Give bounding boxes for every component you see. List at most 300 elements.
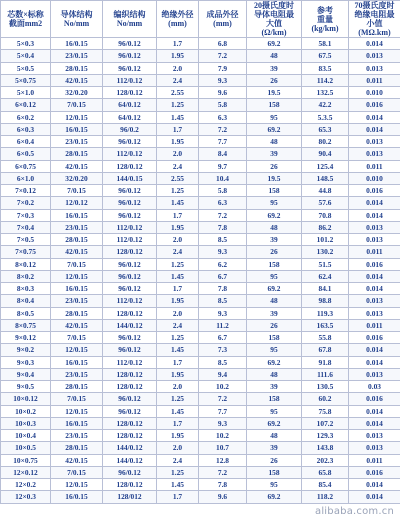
cell-reference-weight: 202.3: [302, 454, 349, 466]
table-header: [1, 1, 400, 38]
cell-insulation-resistance: 0.014: [349, 111, 400, 123]
cell-reference-weight: 62.4: [302, 270, 349, 282]
header-conductor-resistance: [247, 1, 302, 38]
header-line: 编织结构: [113, 10, 146, 19]
cell-reference-weight: 70.8: [302, 209, 349, 221]
cell-core-section: 6×0.12: [1, 99, 51, 111]
cell-reference-weight: 118.2: [302, 491, 349, 503]
cell-core-section: 5×0.5: [1, 62, 51, 74]
cell-finished-od: 11.2: [199, 319, 247, 331]
cell-insulation-od: 2.0: [157, 62, 199, 74]
cell-braid-structure: 128/0.12: [103, 246, 157, 258]
cell-finished-od: 10.7: [199, 442, 247, 454]
cell-reference-weight: 90.4: [302, 148, 349, 160]
cell-core-section: 12×0.12: [1, 466, 51, 478]
cell-insulation-resistance: 0.011: [349, 319, 400, 331]
cell-finished-od: 6.3: [199, 111, 247, 123]
cell-conductor-resistance: 48: [247, 295, 302, 307]
cell-braid-structure: 112/0.12: [103, 74, 157, 86]
table-row: [1, 417, 400, 429]
table-row: [1, 172, 400, 184]
cell-finished-od: 7.8: [199, 283, 247, 295]
cell-braid-structure: 96/0.12: [103, 258, 157, 270]
header-line: 绝缘电阻最: [354, 10, 395, 19]
cell-insulation-resistance: 0.014: [349, 356, 400, 368]
table-row: [1, 307, 400, 319]
cell-insulation-od: 1.7: [157, 209, 199, 221]
header-line: 参考: [317, 5, 333, 15]
cell-finished-od: 9.3: [199, 74, 247, 86]
cell-insulation-od: 1.7: [157, 123, 199, 135]
cell-insulation-resistance: 0.014: [349, 344, 400, 356]
cell-conductor-structure: 32/0.20: [51, 87, 103, 99]
cell-core-section: 12×0.2: [1, 479, 51, 491]
cell-finished-od: 7.2: [199, 466, 247, 478]
cell-conductor-resistance: 19.5: [247, 87, 302, 99]
table-row: [1, 258, 400, 270]
cell-conductor-resistance: 69.2: [247, 417, 302, 429]
cell-finished-od: 6.3: [199, 197, 247, 209]
cell-insulation-od: 1.7: [157, 356, 199, 368]
cell-reference-weight: 42.2: [302, 99, 349, 111]
header-braid-structure: [103, 1, 157, 38]
cell-insulation-resistance: 0.011: [349, 454, 400, 466]
cell-core-section: 10×0.12: [1, 393, 51, 405]
table-row: [1, 295, 400, 307]
cell-insulation-od: 2.0: [157, 442, 199, 454]
watermark-text: alibaba.com.cn: [315, 506, 394, 517]
cell-conductor-structure: 12/0.15: [51, 344, 103, 356]
cell-reference-weight: 65.8: [302, 466, 349, 478]
cell-braid-structure: 96/0.12: [103, 466, 157, 478]
cell-core-section: 8×0.4: [1, 295, 51, 307]
cell-core-section: 9×0.2: [1, 344, 51, 356]
cell-finished-od: 9.3: [199, 417, 247, 429]
table-row: [1, 50, 400, 62]
cell-finished-od: 6.8: [199, 38, 247, 50]
cell-finished-od: 8.5: [199, 295, 247, 307]
cell-conductor-resistance: 26: [247, 319, 302, 331]
cell-insulation-od: 2.0: [157, 234, 199, 246]
cell-conductor-structure: 12/0.15: [51, 270, 103, 282]
cell-insulation-resistance: 0.016: [349, 393, 400, 405]
cell-conductor-resistance: 39: [247, 234, 302, 246]
cell-finished-od: 7.2: [199, 123, 247, 135]
cell-core-section: 8×0.5: [1, 307, 51, 319]
header-line: No/mm: [116, 19, 143, 28]
cell-finished-od: 5.8: [199, 185, 247, 197]
table-row: [1, 185, 400, 197]
cell-core-section: 5×0.75: [1, 74, 51, 86]
cell-braid-structure: 96/0.12: [103, 209, 157, 221]
cell-conductor-structure: 28/0.15: [51, 62, 103, 74]
cell-finished-od: 9.6: [199, 491, 247, 503]
header-line: (MΩ.km): [358, 28, 391, 37]
cell-conductor-structure: 16/0.15: [51, 123, 103, 135]
cell-insulation-resistance: 0.013: [349, 62, 400, 74]
cell-core-section: 6×0.4: [1, 136, 51, 148]
cell-braid-structure: 112/0.12: [103, 148, 157, 160]
cell-braid-structure: 128/0.12: [103, 87, 157, 99]
cell-finished-od: 7.3: [199, 344, 247, 356]
cell-finished-od: 10.2: [199, 430, 247, 442]
cell-braid-structure: 112/0.12: [103, 221, 157, 233]
cell-reference-weight: 67.8: [302, 344, 349, 356]
cell-conductor-structure: 32/0.20: [51, 172, 103, 184]
cell-conductor-structure: 23/0.15: [51, 50, 103, 62]
table-row: [1, 234, 400, 246]
cell-reference-weight: 5.3.5: [302, 111, 349, 123]
cell-core-section: 9×0.12: [1, 332, 51, 344]
cell-conductor-resistance: 69.2: [247, 283, 302, 295]
cell-insulation-resistance: 0.011: [349, 74, 400, 86]
cell-insulation-od: 2.4: [157, 319, 199, 331]
cell-conductor-structure: 16/0.15: [51, 283, 103, 295]
cell-reference-weight: 114.2: [302, 74, 349, 86]
cell-finished-od: 7.8: [199, 479, 247, 491]
cell-insulation-od: 1.45: [157, 111, 199, 123]
cell-reference-weight: 143.8: [302, 442, 349, 454]
cell-reference-weight: 57.6: [302, 197, 349, 209]
header-row: [1, 1, 400, 38]
header-insulation-od: [157, 1, 199, 38]
cell-core-section: 5×0.4: [1, 50, 51, 62]
cell-core-section: 7×0.3: [1, 209, 51, 221]
cell-insulation-od: 2.4: [157, 246, 199, 258]
cell-conductor-resistance: 95: [247, 111, 302, 123]
cell-insulation-resistance: 0.013: [349, 148, 400, 160]
table-row: [1, 442, 400, 454]
table-row: [1, 368, 400, 380]
cell-reference-weight: 163.5: [302, 319, 349, 331]
cell-insulation-resistance: 0.010: [349, 87, 400, 99]
header-line: 截面mm2: [8, 19, 43, 28]
cell-insulation-resistance: 0.016: [349, 99, 400, 111]
header-reference-weight: [302, 1, 349, 38]
cell-braid-structure: 128/0.12: [103, 307, 157, 319]
table-row: [1, 87, 400, 99]
cell-insulation-od: 1.45: [157, 405, 199, 417]
cell-insulation-od: 2.4: [157, 160, 199, 172]
cell-finished-od: 10.4: [199, 172, 247, 184]
cell-braid-structure: 96/0.12: [103, 270, 157, 282]
cell-conductor-resistance: 95: [247, 479, 302, 491]
cell-conductor-structure: 7/0.15: [51, 258, 103, 270]
cell-core-section: 5×1.0: [1, 87, 51, 99]
cell-conductor-structure: 12/0.15: [51, 479, 103, 491]
cell-core-section: 8×0.3: [1, 283, 51, 295]
cell-finished-od: 7.7: [199, 136, 247, 148]
cell-reference-weight: 132.5: [302, 87, 349, 99]
cell-insulation-od: 1.95: [157, 430, 199, 442]
cell-core-section: 6×0.75: [1, 160, 51, 172]
cell-finished-od: 6.7: [199, 332, 247, 344]
cell-core-section: 6×1.0: [1, 172, 51, 184]
cell-reference-weight: 51.5: [302, 258, 349, 270]
cell-conductor-resistance: 26: [247, 454, 302, 466]
cell-insulation-od: 1.45: [157, 344, 199, 356]
cell-insulation-resistance: 0.010: [349, 172, 400, 184]
header-insulation-resistance: [349, 1, 400, 38]
cell-insulation-resistance: 0.014: [349, 38, 400, 50]
cell-reference-weight: 148.5: [302, 172, 349, 184]
table-row: [1, 246, 400, 258]
cell-insulation-resistance: 0.016: [349, 258, 400, 270]
cell-finished-od: 7.7: [199, 405, 247, 417]
cell-finished-od: 7.2: [199, 393, 247, 405]
cell-braid-structure: 112/0.12: [103, 295, 157, 307]
cell-insulation-od: 1.25: [157, 258, 199, 270]
cell-braid-structure: 144/0.12: [103, 454, 157, 466]
cell-braid-structure: 128/0.12: [103, 368, 157, 380]
table-row: [1, 209, 400, 221]
cell-core-section: 7×0.12: [1, 185, 51, 197]
cell-insulation-od: 1.25: [157, 185, 199, 197]
cell-reference-weight: 65.3: [302, 123, 349, 135]
cell-reference-weight: 86.2: [302, 221, 349, 233]
cell-conductor-resistance: 158: [247, 466, 302, 478]
cell-braid-structure: 96/0.12: [103, 50, 157, 62]
cell-core-section: 7×0.2: [1, 197, 51, 209]
cell-insulation-resistance: 0.013: [349, 234, 400, 246]
cell-reference-weight: 130.5: [302, 381, 349, 393]
cell-conductor-resistance: 39: [247, 62, 302, 74]
cell-braid-structure: 64/0.12: [103, 99, 157, 111]
cell-conductor-structure: 16/0.15: [51, 356, 103, 368]
cell-conductor-resistance: 26: [247, 160, 302, 172]
cell-finished-od: 8.4: [199, 148, 247, 160]
cell-insulation-resistance: 0.014: [349, 209, 400, 221]
table-row: [1, 283, 400, 295]
table-row: [1, 454, 400, 466]
cell-conductor-structure: 7/0.15: [51, 332, 103, 344]
table-row: [1, 319, 400, 331]
cell-insulation-resistance: 0.013: [349, 442, 400, 454]
cell-conductor-resistance: 69.2: [247, 356, 302, 368]
cell-reference-weight: 111.6: [302, 368, 349, 380]
cell-conductor-resistance: 26: [247, 74, 302, 86]
table-row: [1, 136, 400, 148]
cell-finished-od: 8.5: [199, 234, 247, 246]
cell-finished-od: 9.4: [199, 368, 247, 380]
table-body: [1, 38, 400, 504]
cell-insulation-od: 1.25: [157, 393, 199, 405]
table-row: [1, 197, 400, 209]
cell-insulation-resistance: 0.013: [349, 430, 400, 442]
cell-reference-weight: 119.3: [302, 307, 349, 319]
cell-core-section: 10×0.75: [1, 454, 51, 466]
cell-insulation-od: 2.4: [157, 454, 199, 466]
cell-core-section: 6×0.3: [1, 123, 51, 135]
cell-conductor-structure: 7/0.15: [51, 393, 103, 405]
table-row: [1, 221, 400, 233]
cell-reference-weight: 107.2: [302, 417, 349, 429]
cell-core-section: 10×0.5: [1, 442, 51, 454]
cell-reference-weight: 83.5: [302, 62, 349, 74]
cell-core-section: 10×0.4: [1, 430, 51, 442]
cell-insulation-od: 1.25: [157, 332, 199, 344]
cell-finished-od: 7.2: [199, 50, 247, 62]
cell-braid-structure: 96/0.12: [103, 185, 157, 197]
cell-insulation-od: 2.0: [157, 381, 199, 393]
cell-conductor-resistance: 48: [247, 368, 302, 380]
cell-insulation-resistance: 0.016: [349, 466, 400, 478]
table-row: [1, 430, 400, 442]
cell-insulation-od: 1.7: [157, 283, 199, 295]
table-row: [1, 344, 400, 356]
table-row: [1, 381, 400, 393]
cell-conductor-structure: 28/0.15: [51, 148, 103, 160]
cell-insulation-resistance: 0.014: [349, 491, 400, 503]
cell-reference-weight: 85.4: [302, 479, 349, 491]
cell-reference-weight: 67.5: [302, 50, 349, 62]
cell-finished-od: 5.8: [199, 99, 247, 111]
cell-reference-weight: 84.1: [302, 283, 349, 295]
table-row: [1, 466, 400, 478]
cell-insulation-od: 1.7: [157, 38, 199, 50]
cell-braid-structure: 96/0.12: [103, 283, 157, 295]
cell-core-section: 10×0.3: [1, 417, 51, 429]
cell-insulation-resistance: 0.013: [349, 368, 400, 380]
cell-insulation-resistance: 0.03: [349, 381, 400, 393]
table-row: [1, 123, 400, 135]
cell-conductor-resistance: 69.2: [247, 38, 302, 50]
cell-core-section: 9×0.5: [1, 381, 51, 393]
cell-braid-structure: 144/0.12: [103, 319, 157, 331]
cell-reference-weight: 130.2: [302, 246, 349, 258]
cell-insulation-od: 1.95: [157, 295, 199, 307]
cell-insulation-resistance: 0.013: [349, 50, 400, 62]
cell-braid-structure: 96/0.12: [103, 405, 157, 417]
header-line: (kg/km): [311, 23, 339, 33]
cell-insulation-od: 1.45: [157, 197, 199, 209]
cell-conductor-resistance: 69.2: [247, 209, 302, 221]
header-line: 绝缘外径: [161, 10, 194, 19]
cell-insulation-od: 1.25: [157, 466, 199, 478]
cell-conductor-resistance: 95: [247, 405, 302, 417]
cell-insulation-resistance: 0.014: [349, 405, 400, 417]
cell-braid-structure: 96/0.12: [103, 62, 157, 74]
header-core-section: [1, 1, 51, 38]
table-row: [1, 356, 400, 368]
cell-braid-structure: 96/0.12: [103, 393, 157, 405]
header-line: 导体结构: [60, 10, 93, 19]
cell-conductor-structure: 42/0.15: [51, 246, 103, 258]
cell-finished-od: 7.2: [199, 209, 247, 221]
cell-conductor-resistance: 158: [247, 258, 302, 270]
table-row: [1, 74, 400, 86]
cell-conductor-structure: 42/0.15: [51, 319, 103, 331]
cell-finished-od: 9.7: [199, 160, 247, 172]
header-line: 芯数×标称: [7, 10, 44, 19]
header-finished-od: [199, 1, 247, 38]
cell-braid-structure: 128/0.12: [103, 381, 157, 393]
cell-braid-structure: 128/0.12: [103, 417, 157, 429]
cell-core-section: 7×0.75: [1, 246, 51, 258]
cell-core-section: 9×0.3: [1, 356, 51, 368]
cell-braid-structure: 112/0.12: [103, 234, 157, 246]
cell-conductor-structure: 7/0.15: [51, 185, 103, 197]
cell-conductor-structure: 23/0.15: [51, 221, 103, 233]
cell-conductor-resistance: 158: [247, 393, 302, 405]
cell-insulation-od: 2.0: [157, 307, 199, 319]
cell-insulation-resistance: 0.014: [349, 270, 400, 282]
cell-insulation-od: 1.95: [157, 221, 199, 233]
cell-conductor-resistance: 48: [247, 50, 302, 62]
cell-conductor-structure: 7/0.15: [51, 99, 103, 111]
cell-insulation-od: 1.95: [157, 368, 199, 380]
cell-finished-od: 9.6: [199, 87, 247, 99]
cell-insulation-resistance: 0.013: [349, 295, 400, 307]
cell-insulation-resistance: 0.016: [349, 185, 400, 197]
cell-conductor-structure: 7/0.15: [51, 466, 103, 478]
cell-braid-structure: 96/0.2: [103, 123, 157, 135]
cell-conductor-resistance: 158: [247, 99, 302, 111]
header-line: (Ω/km): [261, 28, 287, 37]
cell-conductor-structure: 12/0.15: [51, 111, 103, 123]
cell-braid-structure: 144/0.15: [103, 172, 157, 184]
cell-conductor-resistance: 158: [247, 185, 302, 197]
cell-core-section: 8×0.75: [1, 319, 51, 331]
cell-conductor-resistance: 95: [247, 344, 302, 356]
cell-conductor-structure: 12/0.12: [51, 197, 103, 209]
cell-insulation-od: 2.0: [157, 148, 199, 160]
cell-insulation-od: 1.45: [157, 479, 199, 491]
cell-conductor-resistance: 26: [247, 246, 302, 258]
header-conductor-structure: [51, 1, 103, 38]
cell-conductor-structure: 23/0.15: [51, 295, 103, 307]
header-line: 成品外径: [206, 10, 239, 19]
table-row: [1, 270, 400, 282]
table-row: [1, 148, 400, 160]
table-row: [1, 111, 400, 123]
cell-reference-weight: 98.8: [302, 295, 349, 307]
cell-conductor-resistance: 19.5: [247, 172, 302, 184]
cell-braid-structure: 96/0.12: [103, 332, 157, 344]
cell-reference-weight: 75.8: [302, 405, 349, 417]
table-row: [1, 99, 400, 111]
cell-core-section: 7×0.5: [1, 234, 51, 246]
cell-core-section: 5×0.3: [1, 38, 51, 50]
cell-finished-od: 10.2: [199, 381, 247, 393]
cell-core-section: 12×0.3: [1, 491, 51, 503]
header-line: No/mm: [63, 19, 90, 28]
cell-insulation-resistance: 0.011: [349, 246, 400, 258]
cell-conductor-structure: 42/0.15: [51, 454, 103, 466]
cell-conductor-resistance: 48: [247, 136, 302, 148]
cell-conductor-structure: 23/0.15: [51, 136, 103, 148]
cell-reference-weight: 58.1: [302, 38, 349, 50]
cell-conductor-structure: 42/0.15: [51, 160, 103, 172]
cell-insulation-od: 2.55: [157, 87, 199, 99]
cell-insulation-od: 1.95: [157, 136, 199, 148]
cell-core-section: 7×0.4: [1, 221, 51, 233]
cell-finished-od: 6.7: [199, 270, 247, 282]
cell-conductor-resistance: 39: [247, 148, 302, 160]
table-row: [1, 393, 400, 405]
cell-conductor-structure: 12/0.15: [51, 405, 103, 417]
header-line: (mm): [213, 19, 232, 28]
cell-conductor-structure: 16/0.15: [51, 38, 103, 50]
cell-insulation-od: 1.7: [157, 417, 199, 429]
cell-finished-od: 7.9: [199, 62, 247, 74]
cell-insulation-od: 1.45: [157, 270, 199, 282]
cell-reference-weight: 44.8: [302, 185, 349, 197]
cell-conductor-resistance: 39: [247, 307, 302, 319]
cell-braid-structure: 128/0.12: [103, 160, 157, 172]
cell-conductor-resistance: 69.2: [247, 491, 302, 503]
cell-conductor-resistance: 69.2: [247, 123, 302, 135]
